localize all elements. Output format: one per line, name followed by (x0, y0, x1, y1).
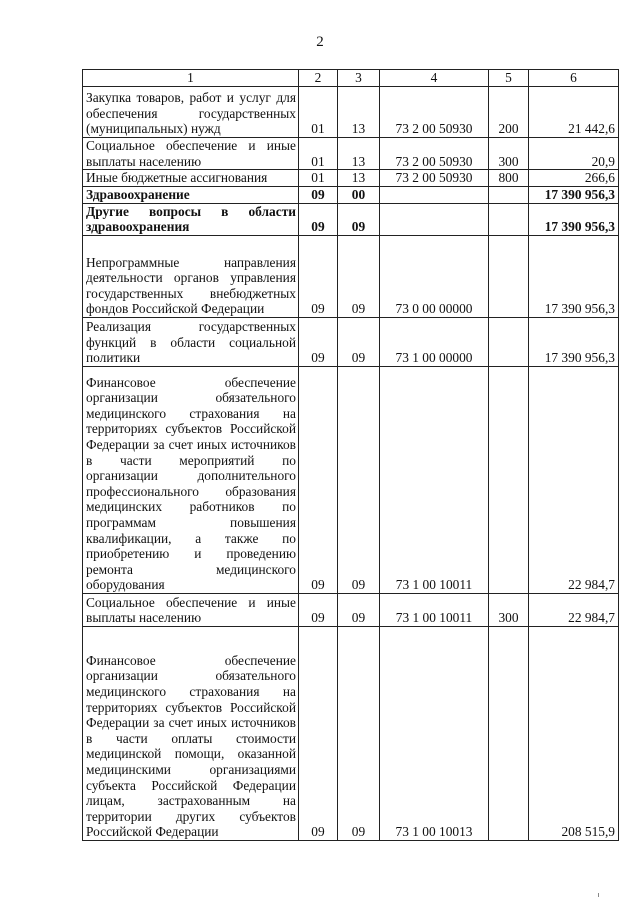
cell-amount: 17 390 956,3 (529, 317, 619, 366)
cell-amount: 17 390 956,3 (529, 203, 619, 235)
cell-section: 09 (299, 626, 338, 840)
cell-subsection: 09 (338, 626, 380, 840)
column-header-2: 2 (299, 70, 338, 87)
budget-table (82, 69, 619, 841)
scan-mark (598, 893, 599, 897)
table-row (83, 235, 619, 317)
cell-description: Социальное обеспечение и иные выплаты населению (83, 138, 299, 170)
cell-subsection: 09 (338, 203, 380, 235)
table-row (83, 170, 619, 187)
cell-amount: 208 515,9 (529, 626, 619, 840)
cell-amount: 20,9 (529, 138, 619, 170)
cell-target-article: 73 1 00 10011 (380, 593, 489, 626)
cell-subsection: 09 (338, 593, 380, 626)
cell-target-article: 73 2 00 50930 (380, 170, 489, 187)
cell-description: Реализация государственных функций в области социальной политики (83, 317, 299, 366)
cell-target-article (380, 186, 489, 203)
table-row (83, 87, 619, 138)
cell-expense-type (489, 203, 529, 235)
cell-section: 09 (299, 203, 338, 235)
cell-amount: 22 984,7 (529, 366, 619, 593)
cell-subsection: 09 (338, 366, 380, 593)
cell-section: 09 (299, 366, 338, 593)
table-row (83, 593, 619, 626)
cell-description: Финансовое обеспечение организации обязательного медицинского страхования на территориях субъектов Российской Федерации за счет иных источников в части мероприятий по организации дополнительного профессионального образования медицинских работников по программам повышения квалификации, а также по приобретению и проведению ремонта медицинского оборудования (83, 366, 299, 593)
cell-description: Здравоохранение (83, 186, 299, 203)
table-row (83, 138, 619, 170)
cell-expense-type (489, 186, 529, 203)
cell-target-article: 73 2 00 50930 (380, 138, 489, 170)
cell-expense-type (489, 626, 529, 840)
cell-amount: 17 390 956,3 (529, 186, 619, 203)
table-body (83, 70, 619, 841)
cell-description: Финансовое обеспечение организации обязательного медицинского страхования на территориях субъектов Российской Федерации за счет иных источников в части оплаты стоимости медицинской помощи, оказанной медицинскими организациями субъекта Российской Федерации лицам, застрахованным на территории других субъектов Российской Федерации (83, 626, 299, 840)
table-row (83, 186, 619, 203)
cell-section: 09 (299, 186, 338, 203)
column-header-6: 6 (529, 70, 619, 87)
cell-target-article: 73 1 00 10013 (380, 626, 489, 840)
cell-subsection: 13 (338, 170, 380, 187)
cell-target-article: 73 2 00 50930 (380, 87, 489, 138)
cell-description: Закупка товаров, работ и услуг для обеспечения государственных (муниципальных) нужд (83, 87, 299, 138)
cell-expense-type (489, 235, 529, 317)
column-header-1: 1 (83, 70, 299, 87)
cell-amount: 21 442,6 (529, 87, 619, 138)
cell-target-article: 73 1 00 00000 (380, 317, 489, 366)
cell-description: Непрограммные направления деятельности органов управления государственных внебюджетных фондов Российской Федерации (83, 235, 299, 317)
cell-section: 01 (299, 170, 338, 187)
cell-section: 09 (299, 593, 338, 626)
cell-subsection: 09 (338, 235, 380, 317)
cell-target-article: 73 0 00 00000 (380, 235, 489, 317)
cell-target-article: 73 1 00 10011 (380, 366, 489, 593)
cell-subsection: 13 (338, 87, 380, 138)
cell-section: 01 (299, 138, 338, 170)
header-row (83, 70, 619, 87)
cell-description: Социальное обеспечение и иные выплаты населению (83, 593, 299, 626)
cell-expense-type: 200 (489, 87, 529, 138)
cell-target-article (380, 203, 489, 235)
cell-amount: 22 984,7 (529, 593, 619, 626)
cell-section: 09 (299, 317, 338, 366)
cell-subsection: 13 (338, 138, 380, 170)
cell-subsection: 09 (338, 317, 380, 366)
cell-section: 09 (299, 235, 338, 317)
cell-amount: 266,6 (529, 170, 619, 187)
table-row (83, 317, 619, 366)
cell-description: Другие вопросы в области здравоохранения (83, 203, 299, 235)
table-row (83, 626, 619, 840)
cell-expense-type (489, 366, 529, 593)
cell-expense-type (489, 317, 529, 366)
table-row (83, 366, 619, 593)
column-header-3: 3 (338, 70, 380, 87)
page-number: 2 (316, 34, 324, 50)
cell-expense-type: 300 (489, 593, 529, 626)
cell-expense-type: 800 (489, 170, 529, 187)
cell-expense-type: 300 (489, 138, 529, 170)
cell-section: 01 (299, 87, 338, 138)
column-header-5: 5 (489, 70, 529, 87)
column-header-4: 4 (380, 70, 489, 87)
cell-amount: 17 390 956,3 (529, 235, 619, 317)
cell-subsection: 00 (338, 186, 380, 203)
cell-description: Иные бюджетные ассигнования (83, 170, 299, 187)
table-row (83, 203, 619, 235)
